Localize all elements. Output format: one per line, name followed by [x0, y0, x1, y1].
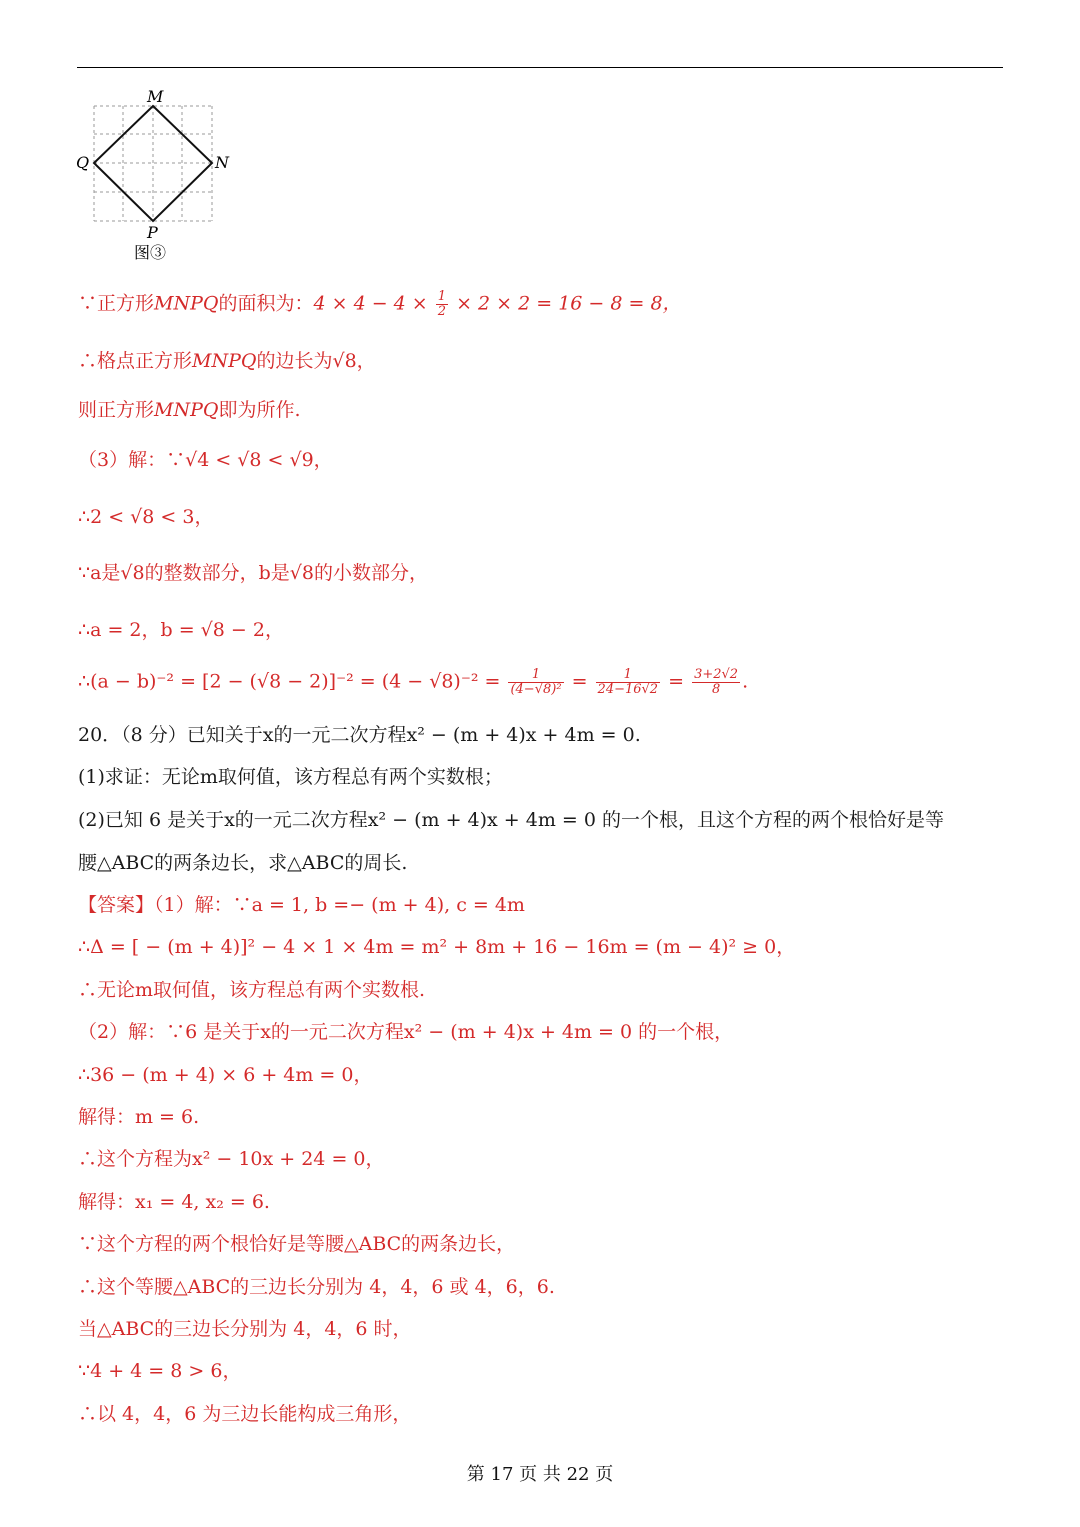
answer-line-part2: （2）解：∵6 是关于x的一元二次方程x² − (m + 4)x + 4m = 0 的一个根，: [78, 1021, 734, 1043]
text-tail: 即为所作.: [218, 399, 301, 421]
grid-square-figure: [72, 86, 242, 266]
answer-line-case: 当△ABC的三边长分别为 4，4，6 时，: [78, 1318, 412, 1340]
frac-num: 1: [437, 289, 447, 304]
page-number: 第 17 页 共 22 页: [466, 1464, 614, 1485]
math-expr: 4 × 4 − 4 ×: [313, 292, 434, 315]
text-prefix: 则正方形: [78, 399, 155, 421]
dashed-grid: [94, 106, 212, 221]
answer-line-sides: ∴这个等腰△ABC的三边长分别为 4，4，6 或 4，6，6.: [78, 1276, 555, 1298]
question-20-part1: (1)求证：无论m取何值，该方程总有两个实数根；: [78, 766, 503, 788]
label-m: M: [147, 87, 164, 106]
answer-line-substitute: ∴36 − (m + 4) × 6 + 4m = 0，: [78, 1064, 373, 1086]
var-mnpq: MNPQ: [154, 292, 219, 315]
text-mid: 的面积为：: [218, 292, 314, 315]
fraction-2: [596, 668, 661, 697]
answer-line-check: ∵4 + 4 = 8 > 6，: [78, 1360, 242, 1382]
frac-den: 24−16√2: [597, 682, 659, 697]
answer-line-roots: 解得：x₁ = 4, x₂ = 6.: [78, 1191, 270, 1213]
fraction-half: [436, 290, 448, 319]
fraction-1: [508, 668, 563, 697]
frac-num: 1: [596, 668, 661, 683]
answer-tag: 【答案】: [78, 894, 155, 916]
math-end: .: [742, 670, 749, 693]
text-tail: 的边长为√8，: [256, 350, 376, 372]
frac-den: (4−√8)²: [510, 682, 562, 697]
figure-caption: 图③: [134, 243, 167, 262]
answer-line-isosceles: ∵这个方程的两个根恰好是等腰△ABC的两条边长，: [78, 1233, 516, 1255]
solution-line-side: [78, 348, 376, 374]
var-mnpq: MNPQ: [192, 350, 257, 372]
answer-line-triangle: ∴以 4，4，6 为三边长能构成三角形，: [78, 1403, 412, 1425]
var-mnpq: MNPQ: [154, 399, 219, 421]
label-p: P: [147, 223, 158, 242]
answer-line-delta: ∴Δ = [ − (m + 4)]² − 4 × 1 × 4m = m² + 8m + 16 − 16m = (m − 4)² ≥ 0，: [78, 936, 796, 958]
solution-line-values: ∴a = 2，b = √8 − 2，: [78, 619, 284, 641]
answer-line-equation: ∴这个方程为x² − 10x + 24 = 0，: [78, 1148, 385, 1170]
frac-den: 8: [711, 682, 721, 697]
question-20-part2-cont: 腰△ABC的两条边长，求△ABC的周长.: [78, 852, 408, 874]
solution-line-ab: ∵a是√8的整数部分，b是√8的小数部分，: [78, 562, 428, 584]
answer-line-m: 解得：m = 6.: [78, 1106, 200, 1128]
frac-num: 1: [508, 668, 563, 683]
label-n: N: [215, 153, 229, 172]
header-rule: [77, 67, 1003, 68]
text-prefix: ∵正方形: [78, 292, 155, 315]
question-20-part2: (2)已知 6 是关于x的一元二次方程x² − (m + 4)x + 4m = 0 的一个根，且这个方程的两个根恰好是等: [78, 809, 945, 831]
solution-line-3: （3）解：∵√4 < √8 < √9，: [78, 449, 333, 471]
answer-text: （1）解：∵a = 1, b =− (m + 4), c = 4m: [154, 894, 525, 916]
answer-line-1: [78, 892, 525, 918]
question-20-title: 20．（8 分）已知关于x的一元二次方程x² − (m + 4)x + 4m = 0.: [78, 724, 641, 746]
frac-den: 2: [437, 304, 447, 319]
solution-line-done: [78, 397, 301, 423]
math-head: ∴(a − b)⁻² = [2 − (√8 − 2)]⁻² = (4 − √8)⁻² =: [78, 670, 507, 693]
frac-num: 3+2√2: [694, 667, 739, 682]
answer-line-conclusion: ∴无论m取何值，该方程总有两个实数根.: [78, 979, 426, 1001]
text-prefix: ∴格点正方形: [78, 350, 193, 372]
fraction-3: [692, 668, 740, 697]
solution-line-ineq: ∴2 < √8 < 3，: [78, 506, 214, 528]
math-tail: × 2 × 2 = 16 − 8 = 8，: [450, 292, 682, 315]
label-q: Q: [76, 153, 90, 172]
solution-line-area: [78, 290, 682, 319]
solution-line-power: ∴(a − b)⁻² = [2 − (√8 − 2)]⁻² = (4 − √8)⁻² = $\frac{1}{\text{(4−√8)²}}$ = $\frac{1}{24-16√2}$ = $\frac{3+2√2}{8}$ .: [78, 667, 749, 697]
